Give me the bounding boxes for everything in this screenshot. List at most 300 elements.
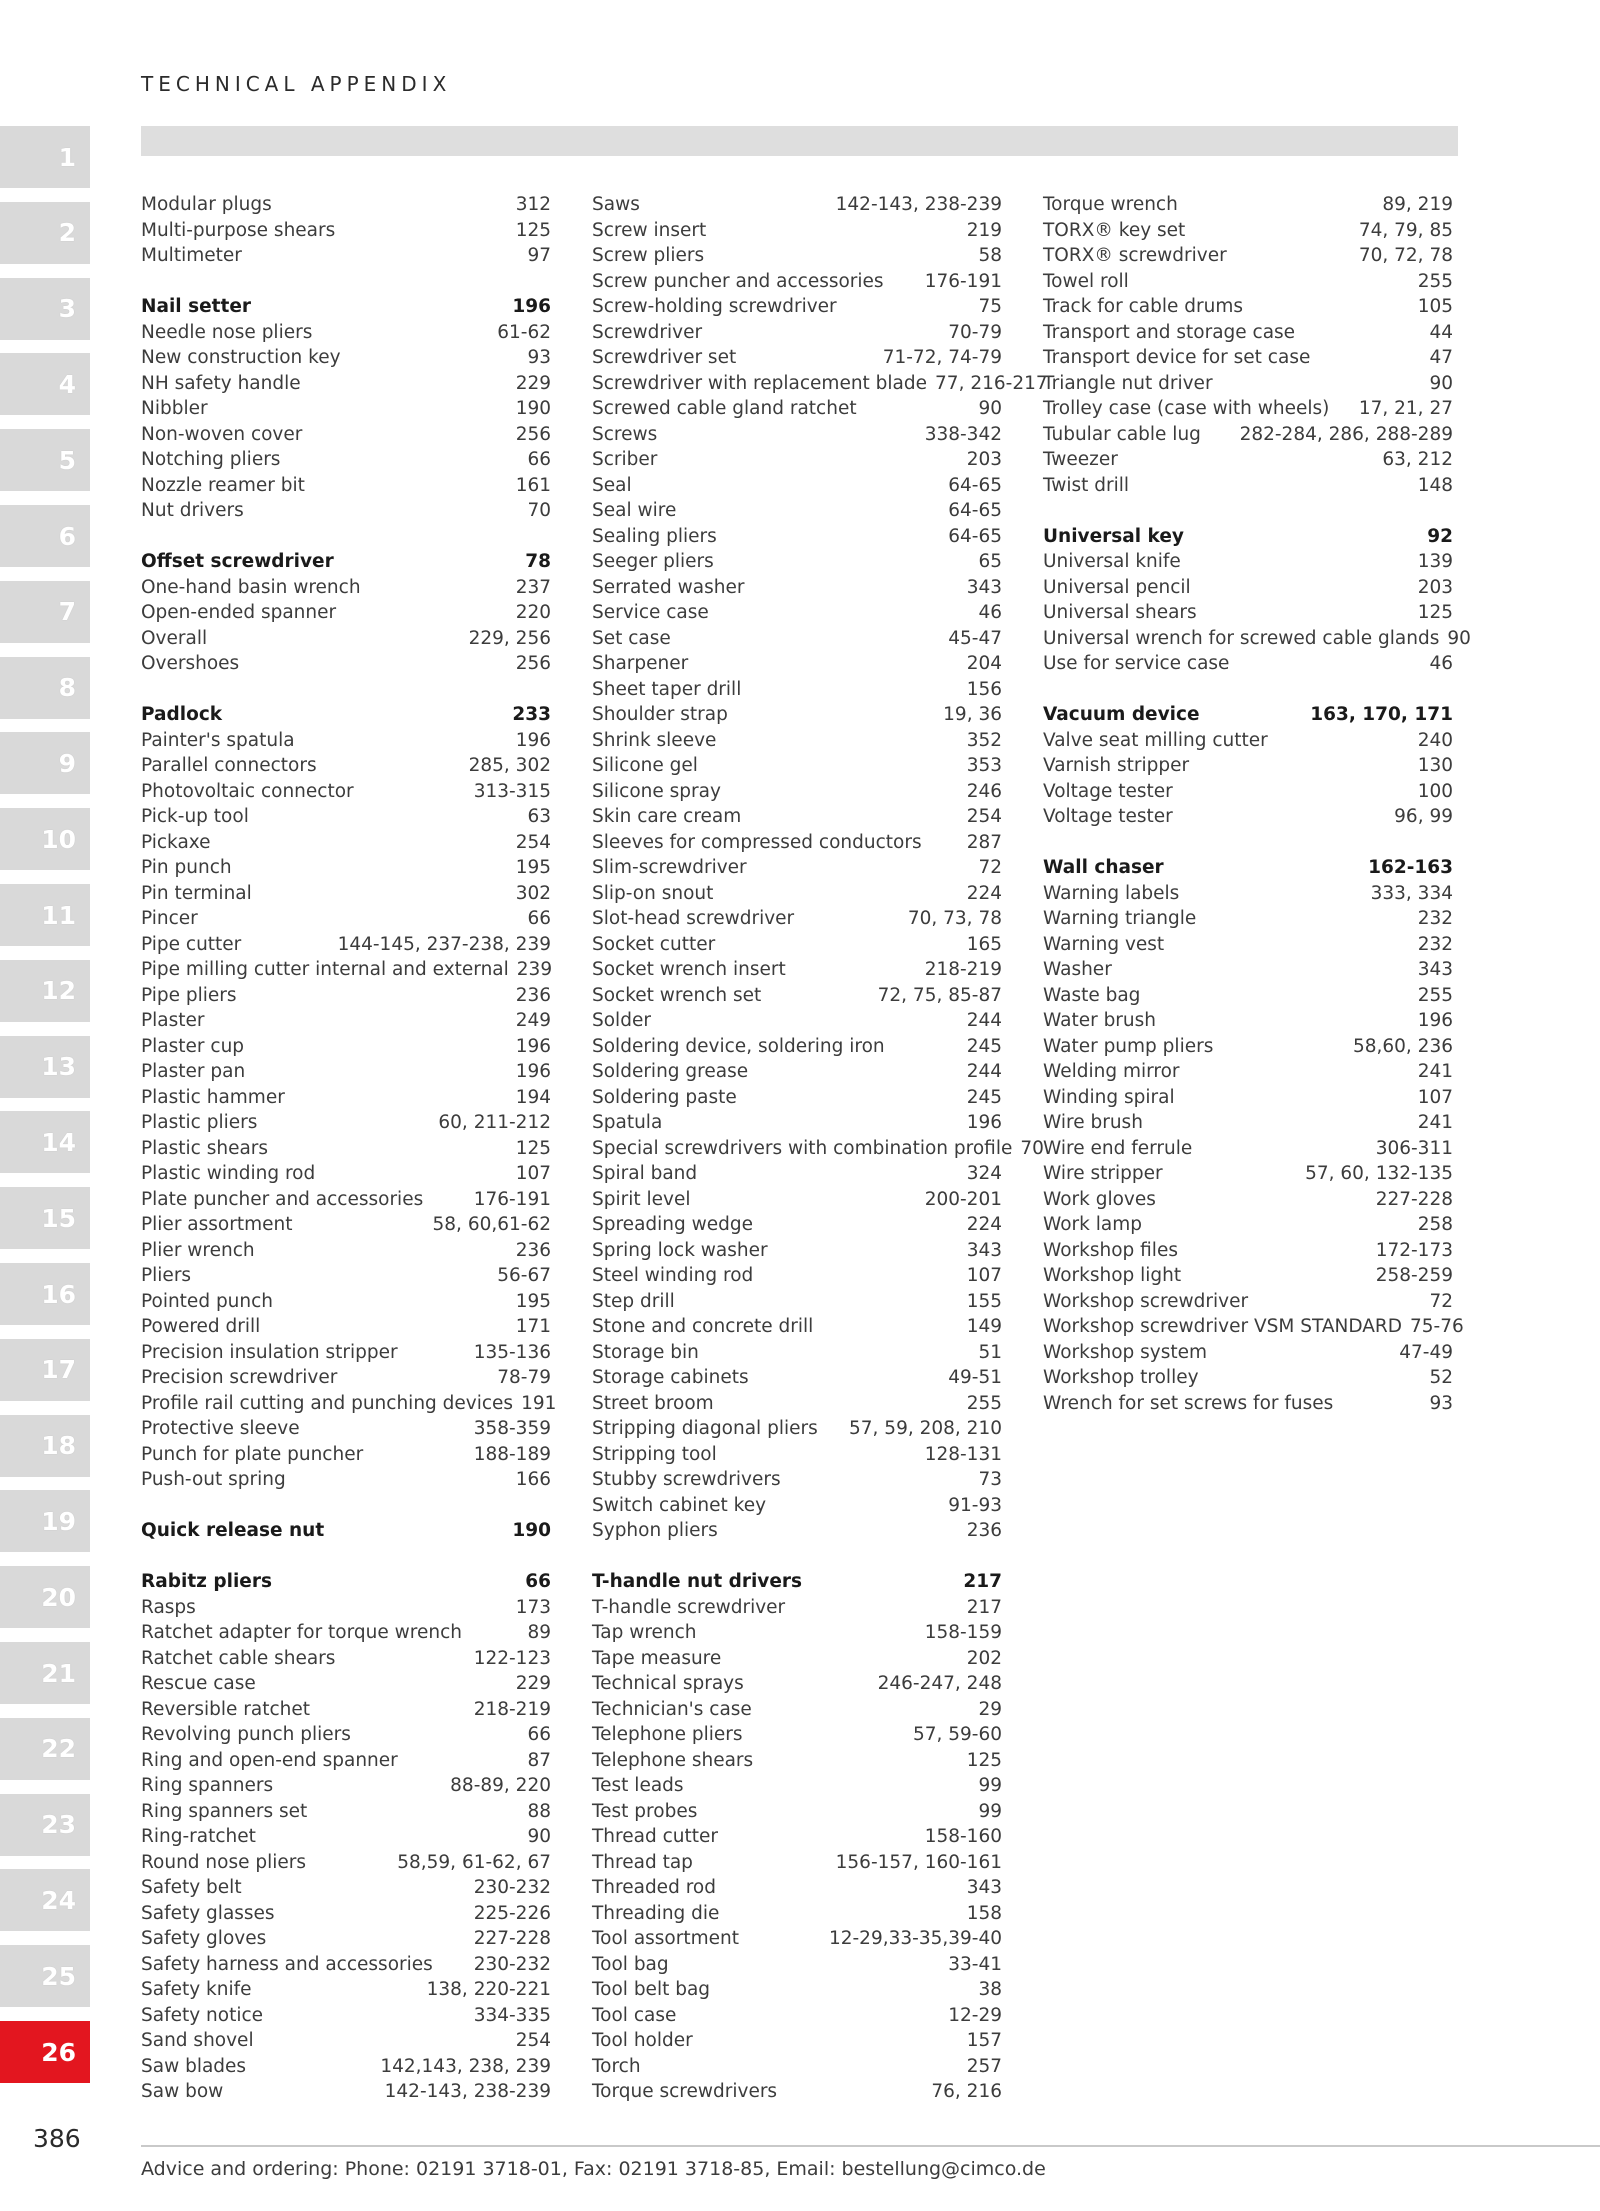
index-entry-pages: 165: [966, 933, 1002, 955]
index-entry: [592, 1850, 1002, 1876]
chapter-tab-7[interactable]: 7: [0, 581, 90, 643]
index-entry-term: Workshop light: [1043, 1265, 1182, 1286]
index-entry-term: Serrated washer: [592, 576, 745, 598]
index-entry: [592, 1059, 1002, 1085]
index-entry: [592, 1799, 1002, 1825]
index-entry-pages: 171: [515, 1316, 551, 1337]
index-entry: [1043, 345, 1453, 371]
index-entry-term: Overshoes: [141, 653, 240, 674]
index-entry-pages: 70, 72, 78: [1358, 245, 1453, 266]
index-entry-term: Nut drivers: [141, 500, 244, 521]
index-letter-heading: [1043, 524, 1453, 550]
index-entry-pages: 58, 60,61-62: [432, 1214, 551, 1235]
index-entry-term: Thread tap: [592, 1851, 693, 1873]
index-entry: [141, 1773, 551, 1799]
index-entry: [592, 1187, 1002, 1213]
index-entry: [1043, 243, 1453, 269]
index-entry-pages: 217: [963, 1571, 1002, 1592]
index-entry-pages: 71-72, 74-79: [882, 347, 1002, 368]
index-entry-pages: 255: [1417, 984, 1453, 1006]
index-entry-pages: 258-259: [1375, 1265, 1453, 1286]
index-entry-term: Notching pliers: [141, 449, 281, 470]
index-entry-term: Non-woven cover: [141, 423, 303, 445]
chapter-tab-18[interactable]: 18: [0, 1415, 90, 1477]
index-entry: [592, 830, 1002, 856]
index-entry-term: Spirit level: [592, 1188, 691, 1210]
index-entry-term: Stripping diagonal pliers: [592, 1418, 818, 1439]
index-entry-pages: 107: [966, 1265, 1002, 1286]
index-entry: [141, 1850, 551, 1876]
index-entry-pages: 87: [527, 1749, 551, 1771]
index-entry-term: Offset screwdriver: [141, 551, 334, 572]
index-entry: [1043, 1008, 1453, 1034]
index-entry-term: Threading die: [592, 1902, 720, 1924]
index-entry: [1043, 1289, 1453, 1315]
index-entry: [1043, 447, 1453, 473]
index-entry-pages: 148: [1417, 474, 1453, 496]
index-entry-pages: 256: [515, 653, 551, 674]
index-entry-pages: 240: [1417, 729, 1453, 751]
index-entry-term: Shoulder strap: [592, 704, 728, 725]
index-entry-pages: 233: [512, 704, 551, 725]
index-entry-term: Technical sprays: [592, 1673, 744, 1694]
chapter-tab-3[interactable]: 3: [0, 278, 90, 340]
index-entry-pages: 176-191: [924, 270, 1002, 292]
index-entry: [141, 1620, 551, 1646]
index-entry: [141, 1238, 551, 1264]
index-entry-pages: 57, 59, 208, 210: [849, 1418, 1002, 1439]
index-entry-term: Seal: [592, 474, 632, 496]
index-entry-pages: 125: [515, 219, 551, 241]
index-entry: [592, 524, 1002, 550]
index-entry-term: Water pump pliers: [1043, 1035, 1214, 1057]
index-entry: [592, 1773, 1002, 1799]
index-entry-pages: 93: [527, 347, 551, 368]
index-entry-term: Switch cabinet key: [592, 1494, 767, 1516]
chapter-tab-17[interactable]: 17: [0, 1339, 90, 1401]
index-entry-pages: 58,60, 236: [1352, 1035, 1453, 1057]
index-entry: [1043, 1136, 1453, 1162]
chapter-tab-14[interactable]: 14: [0, 1111, 90, 1173]
index-entry-pages: 217: [966, 1596, 1002, 1618]
index-entry-term: Sharpener: [592, 653, 689, 674]
index-entry-term: Slim-screwdriver: [592, 857, 747, 878]
index-entry-term: Universal knife: [1043, 551, 1181, 572]
index-entry-pages: 236: [966, 1520, 1002, 1541]
index-entry-pages: 64-65: [948, 525, 1002, 547]
index-entry: [592, 1289, 1002, 1315]
index-entry-pages: 45-47: [948, 627, 1002, 649]
index-entry: [1043, 906, 1453, 932]
index-entry-pages: 19, 36: [943, 704, 1002, 725]
index-entry-term: New construction key: [141, 347, 341, 368]
index-spacer: [141, 677, 551, 703]
index-entry-pages: 138, 220-221: [426, 1979, 551, 2000]
index-entry: [141, 932, 551, 958]
index-entry: [141, 345, 551, 371]
index-letter-heading: [141, 1518, 551, 1544]
index-entry-term: Screwdriver: [592, 321, 703, 343]
chapter-tab-15[interactable]: 15: [0, 1187, 90, 1249]
index-entry: [141, 1799, 551, 1825]
index-entry-pages: 66: [527, 908, 551, 929]
index-entry-term: Washer: [1043, 959, 1112, 980]
index-letter-heading: [592, 1569, 1002, 1595]
index-entry: [1043, 1059, 1453, 1085]
index-entry: [141, 1187, 551, 1213]
index-entry-term: Torque wrench: [1043, 194, 1178, 215]
index-entry: [141, 575, 551, 601]
index-entry-term: Saw bow: [141, 2081, 224, 2102]
index-entry-term: Pickaxe: [141, 831, 211, 853]
index-entry-pages: 57, 59-60: [912, 1724, 1002, 1745]
index-entry-pages: 91-93: [948, 1494, 1002, 1516]
index-entry-term: Plate puncher and accessories: [141, 1188, 424, 1210]
index-entry: [592, 1340, 1002, 1366]
index-entry: [141, 192, 551, 218]
index-entry-term: Tubular cable lug: [1043, 423, 1201, 445]
index-entry-term: Wire brush: [1043, 1112, 1143, 1133]
index-entry-pages: 343: [966, 1239, 1002, 1261]
chapter-tab-11[interactable]: 11: [0, 884, 90, 946]
chapter-tab-4[interactable]: 4: [0, 353, 90, 415]
chapter-tab-5[interactable]: 5: [0, 429, 90, 491]
index-entry-pages: 255: [966, 1392, 1002, 1414]
index-entry-term: Tool belt bag: [592, 1979, 711, 2000]
index-entry-term: Skin care cream: [592, 806, 742, 827]
index-entry: [1043, 881, 1453, 907]
index-entry-pages: 196: [512, 296, 551, 317]
index-entry-term: Pick-up tool: [141, 806, 249, 827]
index-entry: [592, 1518, 1002, 1544]
index-entry: [592, 422, 1002, 448]
index-entry: [1043, 473, 1453, 499]
index-entry: [141, 1416, 551, 1442]
index-entry-term: Wrench for set screws for fuses: [1043, 1392, 1334, 1414]
index-entry: [141, 473, 551, 499]
index-entry-pages: 353: [966, 755, 1002, 776]
chapter-tab-12[interactable]: 12: [0, 960, 90, 1022]
index-entry-pages: 70: [527, 500, 551, 521]
index-entry-pages: 245: [966, 1086, 1002, 1108]
index-entry-pages: 224: [966, 1214, 1002, 1235]
chapter-tab-23[interactable]: 23: [0, 1794, 90, 1856]
index-entry-term: Universal key: [1043, 525, 1184, 547]
index-entry-pages: 107: [1417, 1086, 1453, 1108]
index-entry-pages: 225-226: [473, 1902, 551, 1924]
index-entry-pages: 75-76: [1410, 1316, 1464, 1337]
index-entry-pages: 218-219: [473, 1698, 551, 1720]
index-entry-pages: 72, 75, 85-87: [877, 984, 1002, 1006]
index-entry: [592, 626, 1002, 652]
index-entry-pages: 51: [978, 1341, 1002, 1363]
index-entry-pages: 60, 211-212: [438, 1112, 551, 1133]
index-entry-pages: 334-335: [473, 2004, 551, 2026]
index-entry-pages: 313-315: [473, 780, 551, 802]
index-entry-pages: 254: [515, 831, 551, 853]
chapter-tab-26[interactable]: 26: [0, 2021, 90, 2083]
index-entry-term: Padlock: [141, 704, 223, 725]
index-entry-term: Vacuum device: [1043, 704, 1200, 725]
index-entry-term: Ratchet adapter for torque wrench: [141, 1622, 462, 1643]
index-entry: [592, 1365, 1002, 1391]
index-entry-term: Soldering grease: [592, 1061, 749, 1082]
chapter-tab-25[interactable]: 25: [0, 1945, 90, 2007]
index-entry: [141, 855, 551, 881]
index-entry-term: Screw puncher and accessories: [592, 270, 884, 292]
index-entry-pages: 44: [1429, 321, 1453, 343]
index-entry-pages: 155: [966, 1290, 1002, 1312]
index-entry-pages: 107: [515, 1163, 551, 1184]
index-entry-pages: 343: [1417, 959, 1453, 980]
index-entry-term: Open-ended spanner: [141, 602, 337, 623]
index-entry: [1043, 957, 1453, 983]
index-entry-pages: 285, 302: [468, 755, 551, 776]
index-entry-pages: 232: [1417, 908, 1453, 929]
chapter-tab-20[interactable]: 20: [0, 1566, 90, 1628]
index-entry-term: Needle nose pliers: [141, 321, 313, 343]
index-entry: [1043, 1187, 1453, 1213]
index-entry-pages: 343: [966, 1877, 1002, 1898]
index-entry-term: Transport and storage case: [1043, 321, 1296, 343]
index-entry-pages: 142-143, 238-239: [835, 194, 1002, 215]
index-entry: [592, 1008, 1002, 1034]
index-entry-pages: 302: [515, 882, 551, 904]
index-entry-term: Ring spanners: [141, 1775, 274, 1796]
index-entry-pages: 70, 73, 78: [907, 908, 1002, 929]
chapter-tab-2[interactable]: 2: [0, 202, 90, 264]
index-entry-pages: 78: [525, 551, 551, 572]
index-entry: [592, 2028, 1002, 2054]
index-entry: [141, 1314, 551, 1340]
index-entry: [1043, 1238, 1453, 1264]
index-entry: [592, 1467, 1002, 1493]
index-entry-term: Ring spanners set: [141, 1800, 308, 1822]
index-entry: [1043, 396, 1453, 422]
index-entry: [1043, 983, 1453, 1009]
index-entry: [592, 1901, 1002, 1927]
index-entry-term: Sealing pliers: [592, 525, 717, 547]
chapter-tab-24[interactable]: 24: [0, 1869, 90, 1931]
index-entry: [141, 2079, 551, 2105]
index-entry-term: Protective sleeve: [141, 1418, 300, 1439]
index-entry: [1043, 1391, 1453, 1417]
index-entry-pages: 46: [978, 602, 1002, 623]
index-entry-term: Universal wrench for screwed cable glands: [1043, 627, 1440, 649]
index-entry-term: Service case: [592, 602, 709, 623]
index-entry-term: Triangle nut driver: [1043, 372, 1213, 394]
index-entry: [592, 728, 1002, 754]
index-entry-term: TORX® screwdriver: [1043, 245, 1227, 266]
index-entry-term: Profile rail cutting and punching devices: [141, 1392, 514, 1414]
index-entry: [141, 983, 551, 1009]
index-entry-term: Threaded rod: [592, 1877, 716, 1898]
index-entry-pages: 241: [1417, 1112, 1453, 1133]
index-entry-term: Screwdriver set: [592, 347, 737, 368]
index-entry: [141, 804, 551, 830]
chapter-tab-19[interactable]: 19: [0, 1490, 90, 1552]
index-entry-term: Valve seat milling cutter: [1043, 729, 1268, 751]
index-entry: [592, 804, 1002, 830]
index-entry-pages: 239: [516, 959, 553, 980]
index-entry-pages: 72: [978, 857, 1002, 878]
index-entry-term: Safety glasses: [141, 1902, 275, 1924]
index-entry: [141, 753, 551, 779]
index-entry-term: Safety notice: [141, 2004, 264, 2026]
chapter-tab-13[interactable]: 13: [0, 1036, 90, 1098]
index-entry-pages: 249: [515, 1010, 551, 1031]
index-entry: [141, 1136, 551, 1162]
index-entry-pages: 162-163: [1368, 857, 1453, 878]
index-entry: [1043, 371, 1453, 397]
index-entry: [592, 1875, 1002, 1901]
index-entry-pages: 195: [515, 857, 551, 878]
index-entry-pages: 90: [978, 398, 1002, 419]
chapter-tab-10[interactable]: 10: [0, 808, 90, 870]
index-entry-pages: 125: [966, 1749, 1002, 1771]
index-entry: [592, 1926, 1002, 1952]
index-entry-pages: 75: [978, 296, 1002, 317]
index-entry: [141, 1671, 551, 1697]
index-entry-term: Work lamp: [1043, 1214, 1142, 1235]
index-entry-pages: 227-228: [1375, 1188, 1453, 1210]
index-entry-term: Use for service case: [1043, 653, 1230, 674]
chapter-tab-8[interactable]: 8: [0, 657, 90, 719]
index-entry-term: Voltage tester: [1043, 780, 1173, 802]
chapter-tab-1[interactable]: 1: [0, 126, 90, 188]
index-entry-pages: 244: [966, 1061, 1002, 1082]
footer-contact: Advice and ordering: Phone: 02191 3718-01, Fax: 02191 3718-85, Email: bestellung@cimco.de: [141, 2158, 1046, 2180]
index-entry-term: Stone and concrete drill: [592, 1316, 814, 1337]
index-entry-term: Wire stripper: [1043, 1163, 1163, 1184]
index-entry-pages: 188-189: [473, 1443, 551, 1465]
index-entry: [141, 447, 551, 473]
index-entry-pages: 142,143, 238, 239: [380, 2055, 551, 2077]
index-entry: [141, 396, 551, 422]
index-entry: [141, 626, 551, 652]
index-letter-heading: [1043, 855, 1453, 881]
index-letter-heading: [141, 1569, 551, 1595]
index-entry: [592, 575, 1002, 601]
chapter-tab-9[interactable]: 9: [0, 732, 90, 794]
index-entry: [1043, 728, 1453, 754]
index-entry-term: Transport device for set case: [1043, 347, 1311, 368]
index-entry-term: Waste bag: [1043, 984, 1141, 1006]
index-entry: [141, 1595, 551, 1621]
index-spacer: [141, 269, 551, 295]
index-entry-term: Sand shovel: [141, 2030, 254, 2051]
index-entry: [141, 957, 551, 983]
index-entry: [141, 371, 551, 397]
index-entry-pages: 157: [966, 2030, 1002, 2051]
index-entry-pages: 257: [966, 2055, 1002, 2077]
index-entry-term: Plastic winding rod: [141, 1163, 316, 1184]
index-column-3: [1043, 192, 1471, 1416]
index-entry: [592, 473, 1002, 499]
index-entry-term: Spatula: [592, 1112, 663, 1133]
index-entry-term: Pipe cutter: [141, 933, 242, 955]
index-entry-term: Warning vest: [1043, 933, 1165, 955]
index-entry-pages: 139: [1417, 551, 1453, 572]
index-entry-term: Workshop screwdriver: [1043, 1290, 1249, 1312]
index-entry: [592, 320, 1002, 346]
index-entry: [141, 1365, 551, 1391]
chapter-tab-22[interactable]: 22: [0, 1718, 90, 1780]
index-entry-pages: 149: [966, 1316, 1002, 1337]
index-entry: [141, 881, 551, 907]
index-entry-term: Powered drill: [141, 1316, 261, 1337]
index-entry-pages: 74, 79, 85: [1358, 219, 1453, 241]
index-entry: [1043, 575, 1453, 601]
index-entry-term: Precision screwdriver: [141, 1367, 338, 1388]
index-entry-pages: 255: [1417, 270, 1453, 292]
index-entry-term: Stubby screwdrivers: [592, 1469, 781, 1490]
index-entry-term: TORX® key set: [1043, 219, 1186, 241]
index-entry-pages: 190: [515, 398, 551, 419]
index-spacer: [1043, 498, 1453, 524]
index-entry: [141, 1977, 551, 2003]
index-entry-term: Storage bin: [592, 1341, 699, 1363]
index-entry-term: Pointed punch: [141, 1290, 274, 1312]
index-spacer: [1043, 677, 1453, 703]
index-entry: [592, 1646, 1002, 1672]
index-entry-term: Plier wrench: [141, 1239, 255, 1261]
index-entry-pages: 29: [978, 1698, 1002, 1720]
index-entry: [141, 1008, 551, 1034]
index-entry-pages: 90: [527, 1826, 551, 1847]
index-entry-pages: 287: [966, 831, 1002, 853]
chapter-tab-21[interactable]: 21: [0, 1642, 90, 1704]
index-entry-term: Slot-head screwdriver: [592, 908, 795, 929]
index-entry-pages: 196: [515, 1035, 551, 1057]
index-entry-term: Thread cutter: [592, 1826, 718, 1847]
index-entry-term: Safety knife: [141, 1979, 252, 2000]
index-entry-pages: 90: [1429, 372, 1453, 394]
index-entry-term: Safety gloves: [141, 1928, 267, 1949]
index-entry-pages: 12-29: [948, 2004, 1002, 2026]
chapter-tab-6[interactable]: 6: [0, 505, 90, 567]
index-entry-term: Plastic hammer: [141, 1086, 285, 1108]
index-entry-term: Ring-ratchet: [141, 1826, 256, 1847]
index-entry-pages: 241: [1417, 1061, 1453, 1082]
index-entry: [592, 651, 1002, 677]
index-entry-term: Revolving punch pliers: [141, 1724, 351, 1745]
index-entry-term: Plaster cup: [141, 1035, 245, 1057]
index-entry: [141, 1442, 551, 1468]
index-entry: [1043, 651, 1453, 677]
index-entry-pages: 46: [1429, 653, 1453, 674]
index-entry-term: Multi-purpose shears: [141, 219, 336, 241]
index-entry-term: Push-out spring: [141, 1469, 286, 1490]
index-entry-pages: 254: [966, 806, 1002, 827]
index-entry: [592, 600, 1002, 626]
index-entry: [1043, 1340, 1453, 1366]
index-entry: [141, 1901, 551, 1927]
index-entry-pages: 130: [1417, 755, 1453, 776]
index-entry-pages: 156-157, 160-161: [835, 1851, 1002, 1873]
index-entry-term: One-hand basin wrench: [141, 576, 361, 598]
index-entry-term: Winding spiral: [1043, 1086, 1175, 1108]
index-entry-pages: 203: [1417, 576, 1453, 598]
index-entry-term: Spiral band: [592, 1163, 698, 1184]
index-entry-pages: 161: [515, 474, 551, 496]
index-entry: [592, 192, 1002, 218]
index-entry-pages: 232: [1417, 933, 1453, 955]
index-entry: [141, 1952, 551, 1978]
index-entry-pages: 220: [515, 602, 551, 623]
index-entry: [592, 1620, 1002, 1646]
chapter-tab-16[interactable]: 16: [0, 1263, 90, 1325]
